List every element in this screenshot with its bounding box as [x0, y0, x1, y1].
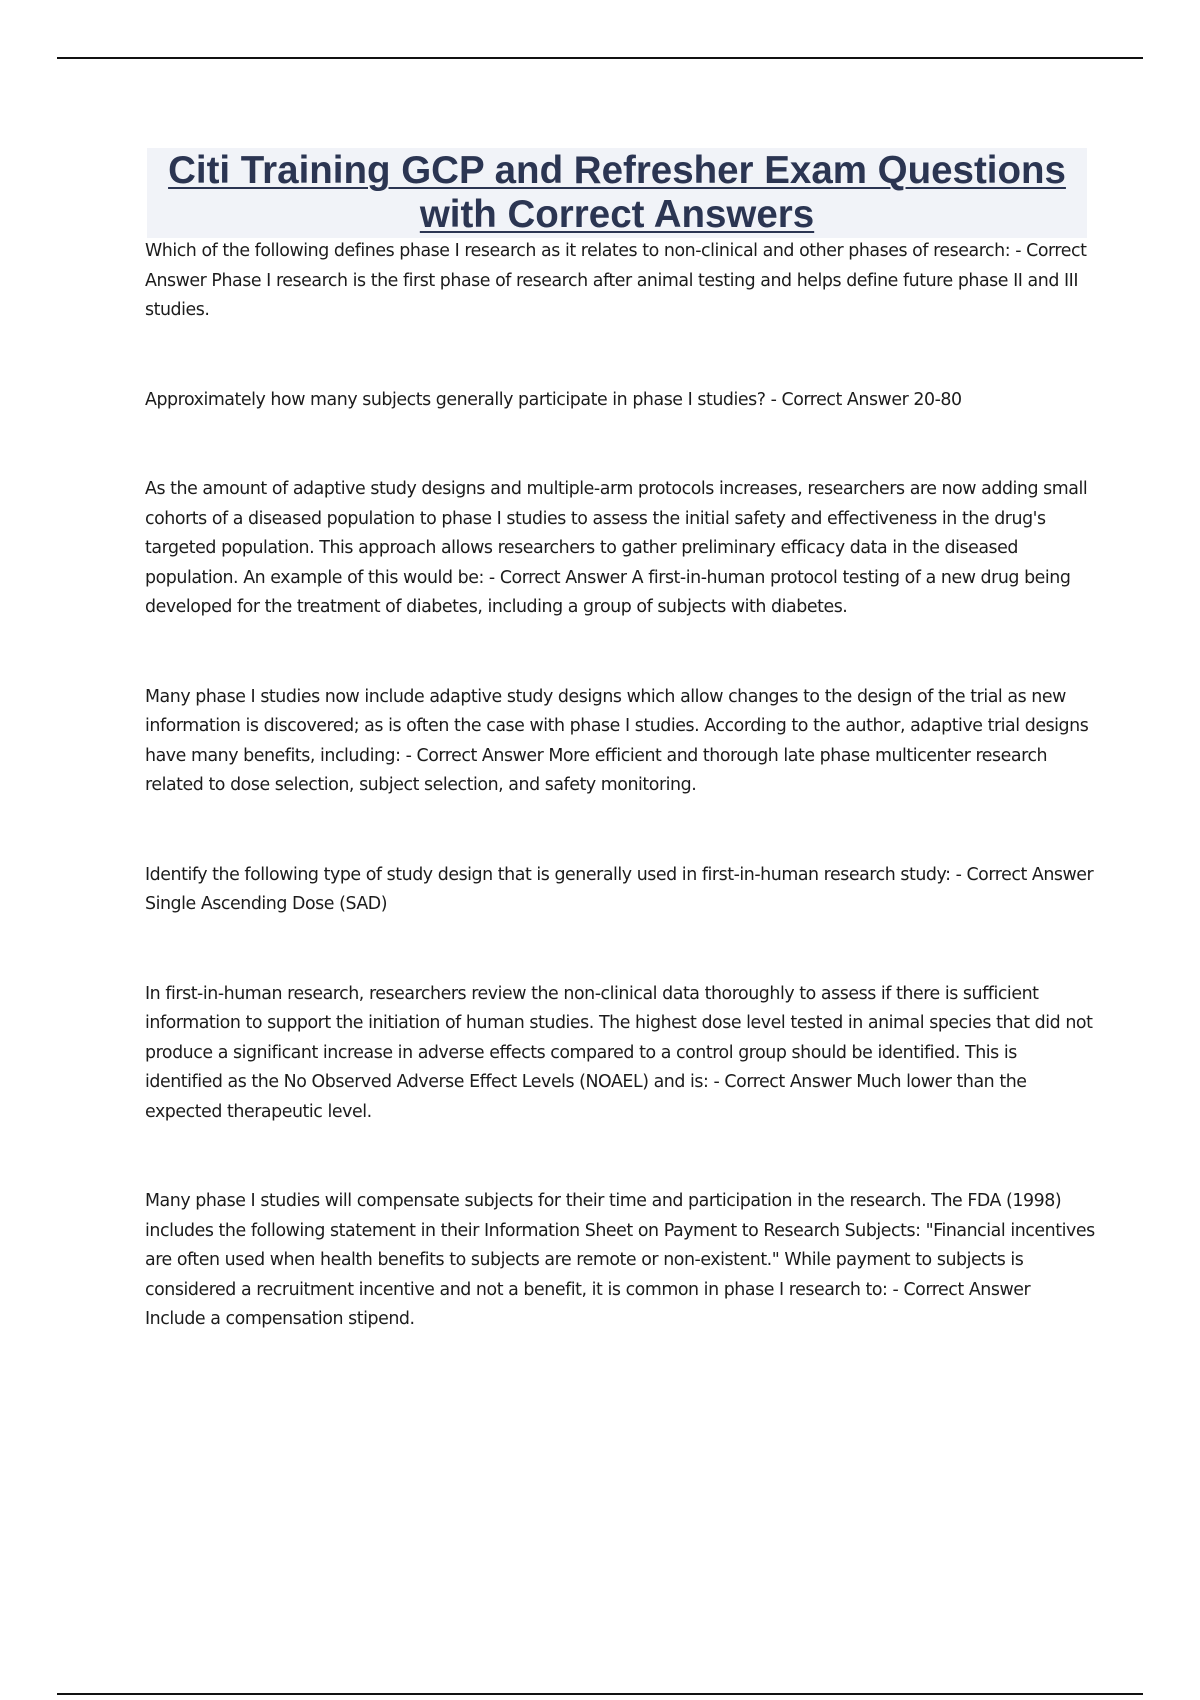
qa-item: Approximately how many subjects generally participate in phase I studies? - Correct Answer 20-80	[145, 389, 962, 410]
qa-item: In first-in-human research, researchers review the non-clinical data thoroughly to assess if there is sufficient information to support the initiation of human studies. The highest dose level tested in animal species that did not produce a significant increase in adverse effects compared to a control group should be identified. This is identified as the No Observed Adverse Effect Levels (NOAEL) and is: - Correct Answer Much lower than the expected therapeutic level.	[145, 983, 1093, 1122]
footer-rule	[57, 1693, 1143, 1695]
question-list	[145, 237, 1095, 1335]
title-line-1: Citi Training GCP and Refresher Exam Questions	[168, 149, 1066, 192]
header-rule	[57, 57, 1143, 59]
qa-item: Many phase I studies will compensate subjects for their time and participation in the research. The FDA (1998) includes the following statement in their Information Sheet on Payment to Research Subjects: "Financial incentives are often used when health benefits to subjects are remote or non-existent." While payment to subjects is considered a recruitment incentive and not a benefit, it is common in phase I research to: - Correct Answer Include a compensation stipend.	[145, 1191, 1095, 1329]
document-title	[147, 148, 1087, 237]
title-block	[147, 148, 1087, 238]
title-line-2: with Correct Answers	[419, 193, 815, 236]
qa-item: Which of the following defines phase I research as it relates to non-clinical and other phases of research: - Correct Answer Phase I research is the first phase of research after animal testing and helps define future phase II and III studies.	[145, 241, 1087, 320]
qa-item: Many phase I studies now include adaptive study designs which allow changes to the design of the trial as new information is discovered; as is often the case with phase I studies. According to the author, adaptive trial designs have many benefits, including: - Correct Answer More efficient and thorough late phase multicenter research related to dose selection, subject selection, and safety monitoring.	[145, 686, 1089, 795]
qa-item: Identify the following type of study design that is generally used in first-in-human research study: - Correct Answer Single Ascending Dose (SAD)	[145, 864, 1094, 914]
qa-item: As the amount of adaptive study designs and multiple-arm protocols increases, researchers are now adding small cohorts of a diseased population to phase I studies to assess the initial safety and effectiveness in the drug's targeted population. This approach allows researchers to gather preliminary efficacy data in the diseased population. An example of this would be: - Correct Answer A first-in-human protocol testing of a new drug being developed for the treatment of diabetes, including a group of subjects with diabetes.	[145, 479, 1088, 617]
